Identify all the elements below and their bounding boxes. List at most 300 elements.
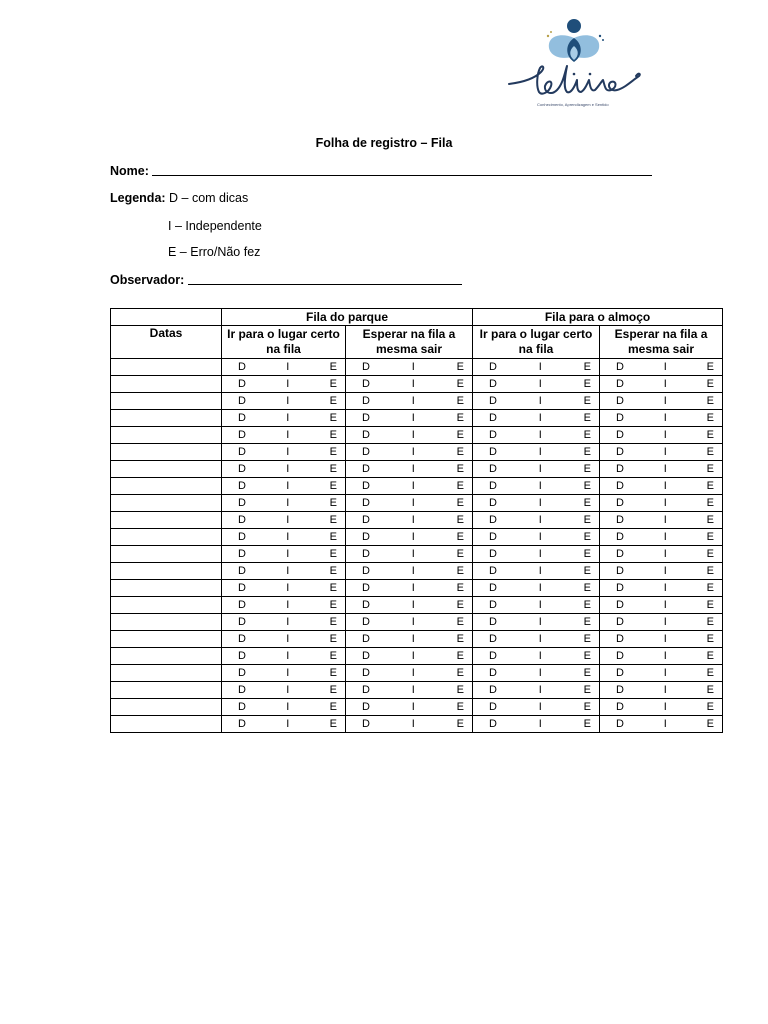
code-option[interactable]: I xyxy=(286,547,290,560)
code-option[interactable]: D xyxy=(616,360,624,373)
date-cell[interactable] xyxy=(111,427,222,444)
code-option[interactable]: I xyxy=(663,615,667,628)
code-option[interactable]: D xyxy=(238,598,246,611)
code-option[interactable]: D xyxy=(616,462,624,475)
code-option[interactable]: E xyxy=(329,649,337,662)
code-option[interactable]: E xyxy=(706,598,714,611)
code-option[interactable]: D xyxy=(616,411,624,424)
code-option[interactable]: D xyxy=(238,666,246,679)
code-option[interactable]: I xyxy=(286,530,290,543)
code-option[interactable]: I xyxy=(411,428,415,441)
code-option[interactable]: I xyxy=(663,649,667,662)
table-row xyxy=(111,512,723,529)
code-option[interactable]: E xyxy=(583,632,591,645)
code-option[interactable]: E xyxy=(329,700,337,713)
code-option[interactable]: E xyxy=(329,683,337,696)
code-option[interactable]: D xyxy=(362,377,370,390)
code-option[interactable]: I xyxy=(663,513,667,526)
code-option[interactable]: E xyxy=(329,632,337,645)
code-option[interactable]: E xyxy=(329,615,337,628)
code-option[interactable]: E xyxy=(706,496,714,509)
code-option[interactable]: D xyxy=(238,547,246,560)
code-option[interactable]: D xyxy=(362,462,370,475)
code-option[interactable]: D xyxy=(362,445,370,458)
code-option[interactable]: D xyxy=(362,598,370,611)
code-option[interactable]: E xyxy=(706,666,714,679)
code-option[interactable]: E xyxy=(329,717,337,730)
code-option[interactable]: D xyxy=(238,564,246,577)
code-option[interactable]: D xyxy=(616,377,624,390)
date-cell[interactable] xyxy=(111,665,222,682)
code-option[interactable]: I xyxy=(286,717,290,730)
code-option[interactable]: I xyxy=(411,377,415,390)
code-option[interactable]: D xyxy=(616,394,624,407)
code-option[interactable]: E xyxy=(456,530,465,543)
code-option[interactable]: D xyxy=(362,547,370,560)
code-option[interactable]: I xyxy=(663,428,667,441)
code-option[interactable]: D xyxy=(238,615,246,628)
code-option[interactable]: I xyxy=(663,700,667,713)
code-option[interactable]: D xyxy=(489,479,497,492)
code-cell xyxy=(473,393,600,410)
code-option[interactable]: I xyxy=(538,377,542,390)
code-option[interactable]: E xyxy=(706,360,714,373)
code-option[interactable]: E xyxy=(329,564,337,577)
code-option[interactable]: E xyxy=(456,394,465,407)
code-option[interactable]: E xyxy=(706,445,714,458)
code-option[interactable]: E xyxy=(329,445,337,458)
code-option[interactable]: E xyxy=(706,377,714,390)
code-option[interactable]: E xyxy=(706,513,714,526)
code-cell xyxy=(600,410,723,427)
code-option[interactable]: D xyxy=(616,683,624,696)
code-option[interactable]: E xyxy=(456,479,465,492)
date-cell[interactable] xyxy=(111,393,222,410)
code-option[interactable]: E xyxy=(583,700,591,713)
code-option[interactable]: E xyxy=(583,649,591,662)
name-field[interactable] xyxy=(152,164,652,176)
code-option[interactable]: E xyxy=(583,717,591,730)
code-option[interactable]: E xyxy=(706,683,714,696)
code-option[interactable]: I xyxy=(538,360,542,373)
code-option[interactable]: E xyxy=(456,564,465,577)
code-option[interactable]: E xyxy=(706,479,714,492)
code-option[interactable]: E xyxy=(583,530,591,543)
code-option[interactable]: I xyxy=(286,615,290,628)
code-option[interactable]: D xyxy=(238,411,246,424)
code-option[interactable]: I xyxy=(411,513,415,526)
code-option[interactable]: D xyxy=(489,445,497,458)
code-option[interactable]: D xyxy=(489,683,497,696)
code-option[interactable]: E xyxy=(456,700,465,713)
code-option[interactable]: D xyxy=(362,411,370,424)
code-cell xyxy=(222,682,346,699)
code-option[interactable]: D xyxy=(362,428,370,441)
code-option[interactable]: E xyxy=(456,683,465,696)
code-option[interactable]: I xyxy=(663,666,667,679)
code-option[interactable]: I xyxy=(286,360,290,373)
date-cell[interactable] xyxy=(111,580,222,597)
code-option[interactable]: E xyxy=(583,496,591,509)
code-option[interactable]: I xyxy=(663,581,667,594)
code-option[interactable]: D xyxy=(489,462,497,475)
date-cell[interactable] xyxy=(111,461,222,478)
code-option[interactable]: I xyxy=(663,564,667,577)
code-option[interactable]: I xyxy=(538,598,542,611)
code-option[interactable]: I xyxy=(286,700,290,713)
code-option[interactable]: I xyxy=(663,445,667,458)
code-option[interactable]: I xyxy=(538,445,542,458)
code-option[interactable]: I xyxy=(538,530,542,543)
date-cell[interactable] xyxy=(111,631,222,648)
code-option[interactable]: D xyxy=(616,564,624,577)
code-option[interactable]: D xyxy=(616,530,624,543)
code-option[interactable]: I xyxy=(286,394,290,407)
code-option[interactable]: I xyxy=(538,666,542,679)
code-option[interactable]: E xyxy=(456,632,465,645)
code-option[interactable]: I xyxy=(538,428,542,441)
code-option[interactable]: I xyxy=(286,462,290,475)
code-option[interactable]: I xyxy=(663,479,667,492)
code-option[interactable]: E xyxy=(706,581,714,594)
code-option[interactable]: E xyxy=(329,360,337,373)
code-option[interactable]: I xyxy=(411,700,415,713)
code-option[interactable]: I xyxy=(538,683,542,696)
code-option[interactable]: I xyxy=(411,649,415,662)
code-option[interactable]: I xyxy=(411,666,415,679)
code-option[interactable]: I xyxy=(538,581,542,594)
code-option[interactable]: E xyxy=(706,462,714,475)
code-option[interactable]: I xyxy=(286,377,290,390)
code-option[interactable]: D xyxy=(616,649,624,662)
code-cell xyxy=(346,580,473,597)
code-option[interactable]: D xyxy=(362,360,370,373)
code-option[interactable]: E xyxy=(583,666,591,679)
code-option[interactable]: I xyxy=(286,496,290,509)
code-option[interactable]: I xyxy=(663,360,667,373)
code-option[interactable]: E xyxy=(583,479,591,492)
code-option[interactable]: E xyxy=(583,428,591,441)
code-option[interactable]: I xyxy=(663,530,667,543)
code-option[interactable]: I xyxy=(411,615,415,628)
code-option[interactable]: D xyxy=(616,445,624,458)
date-cell[interactable] xyxy=(111,563,222,580)
code-option[interactable]: E xyxy=(583,445,591,458)
code-cell xyxy=(222,427,346,444)
code-option[interactable]: D xyxy=(362,496,370,509)
code-option[interactable]: D xyxy=(362,530,370,543)
code-option[interactable]: E xyxy=(583,564,591,577)
code-option[interactable]: I xyxy=(663,496,667,509)
date-cell[interactable] xyxy=(111,512,222,529)
code-option[interactable]: D xyxy=(362,632,370,645)
code-option[interactable]: E xyxy=(583,547,591,560)
date-cell[interactable] xyxy=(111,376,222,393)
code-option[interactable]: E xyxy=(706,394,714,407)
code-option[interactable]: D xyxy=(362,649,370,662)
code-option[interactable]: E xyxy=(329,496,337,509)
code-option[interactable]: E xyxy=(456,615,465,628)
code-option[interactable]: D xyxy=(238,700,246,713)
code-cell xyxy=(473,614,600,631)
code-option[interactable]: D xyxy=(489,581,497,594)
code-option[interactable]: I xyxy=(538,479,542,492)
code-option[interactable]: E xyxy=(456,717,465,730)
code-option[interactable]: D xyxy=(489,615,497,628)
date-cell[interactable] xyxy=(111,529,222,546)
date-cell[interactable] xyxy=(111,495,222,512)
code-option[interactable]: E xyxy=(706,700,714,713)
date-cell[interactable] xyxy=(111,546,222,563)
code-option[interactable]: E xyxy=(583,598,591,611)
code-option[interactable]: E xyxy=(706,547,714,560)
observer-field[interactable] xyxy=(188,273,462,285)
code-option[interactable]: I xyxy=(286,445,290,458)
code-option[interactable]: I xyxy=(411,496,415,509)
code-option[interactable]: E xyxy=(583,683,591,696)
code-option[interactable]: D xyxy=(238,479,246,492)
code-option[interactable]: I xyxy=(286,666,290,679)
code-option[interactable]: E xyxy=(706,564,714,577)
date-cell[interactable] xyxy=(111,478,222,495)
code-options xyxy=(600,377,722,392)
code-option[interactable]: D xyxy=(616,479,624,492)
code-option[interactable]: I xyxy=(286,598,290,611)
code-option[interactable]: E xyxy=(583,615,591,628)
code-option[interactable]: E xyxy=(456,598,465,611)
code-option[interactable]: D xyxy=(616,632,624,645)
code-option[interactable]: I xyxy=(286,479,290,492)
code-option[interactable]: D xyxy=(238,445,246,458)
code-option[interactable]: D xyxy=(489,496,497,509)
code-option[interactable]: E xyxy=(456,462,465,475)
code-option[interactable]: I xyxy=(411,564,415,577)
code-option[interactable]: D xyxy=(238,377,246,390)
code-option[interactable]: D xyxy=(489,632,497,645)
code-option[interactable]: D xyxy=(489,649,497,662)
code-option[interactable]: I xyxy=(286,683,290,696)
code-options xyxy=(346,564,472,579)
code-option[interactable]: I xyxy=(411,462,415,475)
code-option[interactable]: E xyxy=(456,547,465,560)
code-option[interactable]: I xyxy=(538,700,542,713)
code-option[interactable]: I xyxy=(411,632,415,645)
code-option[interactable]: I xyxy=(411,360,415,373)
code-option[interactable]: E xyxy=(329,547,337,560)
code-option[interactable]: I xyxy=(538,411,542,424)
code-option[interactable]: E xyxy=(456,377,465,390)
date-cell[interactable] xyxy=(111,699,222,716)
code-option[interactable]: E xyxy=(456,581,465,594)
code-option[interactable]: E xyxy=(583,581,591,594)
code-option[interactable]: D xyxy=(489,666,497,679)
code-option[interactable]: E xyxy=(329,666,337,679)
code-option[interactable]: D xyxy=(238,428,246,441)
code-option[interactable]: D xyxy=(238,394,246,407)
code-option[interactable]: I xyxy=(286,632,290,645)
code-option[interactable]: I xyxy=(663,683,667,696)
code-option[interactable]: E xyxy=(456,360,465,373)
code-option[interactable]: I xyxy=(663,632,667,645)
code-option[interactable]: E xyxy=(329,394,337,407)
code-option[interactable]: E xyxy=(706,717,714,730)
date-cell[interactable] xyxy=(111,444,222,461)
code-option[interactable]: E xyxy=(456,649,465,662)
code-option[interactable]: D xyxy=(489,377,497,390)
code-option[interactable]: I xyxy=(286,428,290,441)
date-cell[interactable] xyxy=(111,410,222,427)
code-option[interactable]: D xyxy=(616,513,624,526)
code-option[interactable]: I xyxy=(538,632,542,645)
code-option[interactable]: I xyxy=(663,394,667,407)
date-cell[interactable] xyxy=(111,597,222,614)
code-option[interactable]: D xyxy=(238,530,246,543)
code-option[interactable]: I xyxy=(663,717,667,730)
code-option[interactable]: E xyxy=(329,377,337,390)
code-option[interactable]: I xyxy=(411,598,415,611)
code-option[interactable]: D xyxy=(238,496,246,509)
code-option[interactable]: E xyxy=(706,428,714,441)
code-option[interactable]: D xyxy=(616,428,624,441)
code-option[interactable]: I xyxy=(411,445,415,458)
code-option[interactable]: D xyxy=(238,683,246,696)
code-option[interactable]: D xyxy=(238,632,246,645)
code-option[interactable]: I xyxy=(411,479,415,492)
code-option[interactable]: E xyxy=(706,632,714,645)
code-option[interactable]: E xyxy=(583,411,591,424)
code-option[interactable]: D xyxy=(362,479,370,492)
code-option[interactable]: D xyxy=(238,649,246,662)
code-option[interactable]: I xyxy=(538,717,542,730)
code-option[interactable]: D xyxy=(489,598,497,611)
date-cell[interactable] xyxy=(111,614,222,631)
code-option[interactable]: D xyxy=(489,513,497,526)
code-option[interactable]: E xyxy=(456,666,465,679)
code-option[interactable]: D xyxy=(238,581,246,594)
code-option[interactable]: E xyxy=(583,377,591,390)
code-option[interactable]: I xyxy=(663,411,667,424)
code-option[interactable]: E xyxy=(329,462,337,475)
code-option[interactable]: D xyxy=(489,428,497,441)
code-option[interactable]: E xyxy=(329,479,337,492)
code-option[interactable]: I xyxy=(286,581,290,594)
table-row xyxy=(111,529,723,546)
code-option[interactable]: I xyxy=(286,564,290,577)
code-option[interactable]: I xyxy=(538,496,542,509)
code-option[interactable]: D xyxy=(616,700,624,713)
code-option[interactable]: D xyxy=(489,394,497,407)
code-option[interactable]: E xyxy=(706,530,714,543)
code-option[interactable]: D xyxy=(362,581,370,594)
code-option[interactable]: E xyxy=(583,360,591,373)
code-option[interactable]: D xyxy=(489,547,497,560)
code-option[interactable]: E xyxy=(329,581,337,594)
code-option[interactable]: D xyxy=(616,666,624,679)
code-option[interactable]: I xyxy=(538,649,542,662)
code-option[interactable]: D xyxy=(616,615,624,628)
code-option[interactable]: I xyxy=(286,513,290,526)
code-option[interactable]: D xyxy=(616,598,624,611)
code-option[interactable]: D xyxy=(489,411,497,424)
code-option[interactable]: E xyxy=(329,530,337,543)
code-option[interactable]: I xyxy=(538,547,542,560)
code-option[interactable]: I xyxy=(538,462,542,475)
code-option[interactable]: E xyxy=(456,496,465,509)
code-option[interactable]: I xyxy=(411,717,415,730)
code-option[interactable]: I xyxy=(538,394,542,407)
code-option[interactable]: I xyxy=(538,615,542,628)
code-option[interactable]: E xyxy=(329,411,337,424)
code-option[interactable]: E xyxy=(456,428,465,441)
code-option[interactable]: E xyxy=(456,513,465,526)
code-option[interactable]: D xyxy=(238,360,246,373)
code-option[interactable]: E xyxy=(583,394,591,407)
code-option[interactable]: D xyxy=(362,683,370,696)
code-option[interactable]: I xyxy=(411,411,415,424)
code-option[interactable]: D xyxy=(616,581,624,594)
code-option[interactable]: I xyxy=(663,377,667,390)
code-option[interactable]: E xyxy=(706,649,714,662)
code-option[interactable]: I xyxy=(663,547,667,560)
code-option[interactable]: E xyxy=(329,598,337,611)
date-cell[interactable] xyxy=(111,648,222,665)
code-option[interactable]: D xyxy=(238,717,246,730)
code-option[interactable]: E xyxy=(706,411,714,424)
code-option[interactable]: E xyxy=(706,615,714,628)
date-cell[interactable] xyxy=(111,359,222,376)
code-option[interactable]: D xyxy=(362,717,370,730)
code-option[interactable]: I xyxy=(411,547,415,560)
code-option[interactable]: I xyxy=(411,581,415,594)
code-option[interactable]: D xyxy=(362,564,370,577)
code-option[interactable]: E xyxy=(583,462,591,475)
code-option[interactable]: I xyxy=(538,513,542,526)
code-cell xyxy=(600,444,723,461)
code-option[interactable]: E xyxy=(329,428,337,441)
code-option[interactable]: D xyxy=(362,513,370,526)
code-option[interactable]: D xyxy=(489,530,497,543)
code-option[interactable]: D xyxy=(362,666,370,679)
code-option[interactable]: D xyxy=(238,462,246,475)
code-option[interactable]: D xyxy=(616,496,624,509)
code-option[interactable]: D xyxy=(362,615,370,628)
code-option[interactable]: D xyxy=(616,547,624,560)
code-option[interactable]: D xyxy=(362,394,370,407)
code-option[interactable]: D xyxy=(616,717,624,730)
code-option[interactable]: D xyxy=(489,360,497,373)
code-option[interactable]: I xyxy=(538,564,542,577)
code-option[interactable]: D xyxy=(238,513,246,526)
code-option[interactable]: I xyxy=(411,394,415,407)
code-option[interactable]: E xyxy=(583,513,591,526)
code-option[interactable]: I xyxy=(411,530,415,543)
code-cell xyxy=(222,699,346,716)
code-option[interactable]: D xyxy=(489,717,497,730)
code-option[interactable]: I xyxy=(286,411,290,424)
code-option[interactable]: I xyxy=(286,649,290,662)
date-cell[interactable] xyxy=(111,716,222,733)
code-option[interactable]: I xyxy=(663,598,667,611)
code-option[interactable]: D xyxy=(489,564,497,577)
code-option[interactable]: E xyxy=(329,513,337,526)
code-option[interactable]: E xyxy=(456,445,465,458)
code-option[interactable]: I xyxy=(411,683,415,696)
code-option[interactable]: E xyxy=(456,411,465,424)
date-cell[interactable] xyxy=(111,682,222,699)
code-option[interactable]: D xyxy=(489,700,497,713)
code-option[interactable]: D xyxy=(362,700,370,713)
code-option[interactable]: I xyxy=(663,462,667,475)
